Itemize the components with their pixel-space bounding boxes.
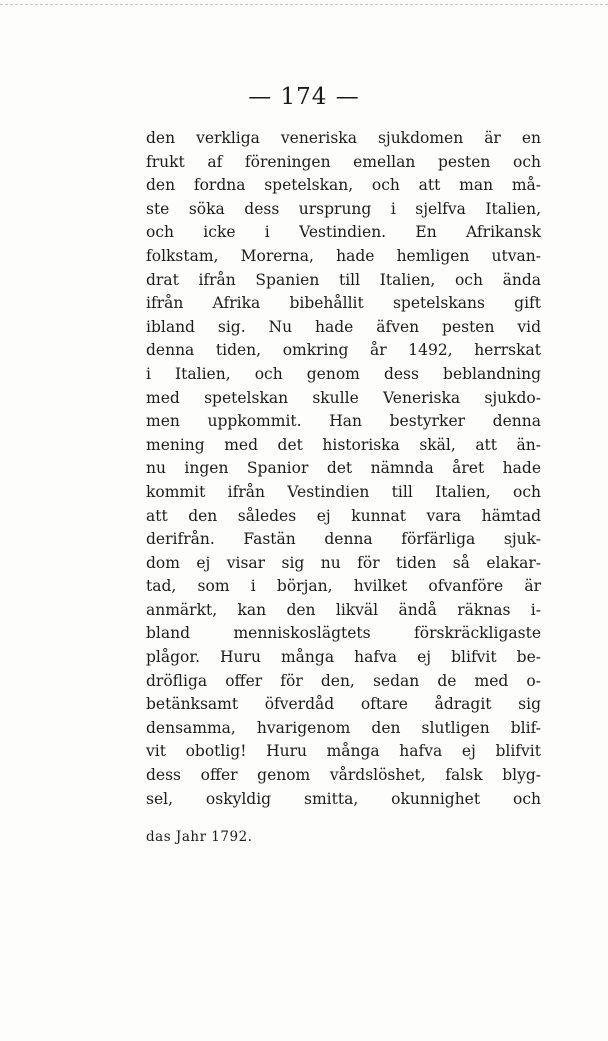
text-line: frukt af föreningen emellan pesten och bbox=[146, 152, 541, 171]
text-line: sel, oskyldig smitta, okunnighet och bbox=[146, 789, 541, 808]
page-number: — 174 — bbox=[248, 84, 360, 110]
text-line: mening med det historiska skäl, att än- bbox=[146, 435, 541, 454]
text-line: dess offer genom vårdslöshet, falsk blyg- bbox=[146, 766, 541, 785]
text-line: ifrån Afrika bibehållit spetelskans gift bbox=[146, 294, 541, 313]
text-line: anmärkt, kan den likväl ändå räknas i- bbox=[146, 600, 541, 619]
text-line: nu ingen Spanior det nämnda året hade bbox=[146, 459, 541, 478]
top-edge-rule bbox=[0, 4, 608, 5]
text-line: att den således ej kunnat vara hämtad bbox=[146, 506, 541, 525]
text-line: densamma, hvarigenom den slutligen blif- bbox=[146, 718, 541, 737]
text-line: med spetelskan skulle Veneriska sjukdo- bbox=[146, 388, 541, 407]
text-line: ste söka dess ursprung i sjelfva Italien, bbox=[146, 199, 541, 218]
text-line: plågor. Huru många hafva ej blifvit be- bbox=[146, 648, 541, 667]
signature-line: das Jahr 1792. bbox=[146, 829, 253, 845]
text-line: drat ifrån Spanien till Italien, och ända bbox=[146, 270, 541, 289]
text-line: men uppkommit. Han bestyrker denna bbox=[146, 412, 541, 431]
text-line: derifrån. Fastän denna förfärliga sjuk- bbox=[146, 530, 541, 549]
text-line: i Italien, och genom dess beblandning bbox=[146, 364, 541, 383]
text-line: den fordna spetelskan, och att man må- bbox=[146, 176, 541, 195]
body-text bbox=[146, 127, 541, 811]
text-line: bland menniskoslägtets förskräckligaste bbox=[146, 624, 541, 643]
text-line: denna tiden, omkring år 1492, herrskat bbox=[146, 341, 541, 360]
text-line: folkstam, Morerna, hade hemligen utvan- bbox=[146, 246, 541, 265]
text-line: och icke i Vestindien. En Afrikansk bbox=[146, 223, 541, 242]
text-line: tad, som i början, hvilket ofvanföre är bbox=[146, 577, 541, 596]
text-line: betänksamt öfverdåd oftare ådragit sig bbox=[146, 695, 541, 714]
text-line: vit obotlig! Huru många hafva ej blifvit bbox=[146, 742, 541, 761]
text-line: dom ej visar sig nu för tiden så elakar- bbox=[146, 553, 541, 572]
text-line: dröfliga offer för den, sedan de med o- bbox=[146, 671, 541, 690]
text-line: den verkliga veneriska sjukdomen är en bbox=[146, 129, 541, 147]
text-line: kommit ifrån Vestindien till Italien, och bbox=[146, 482, 541, 501]
text-line: ibland sig. Nu hade äfven pesten vid bbox=[146, 317, 541, 336]
